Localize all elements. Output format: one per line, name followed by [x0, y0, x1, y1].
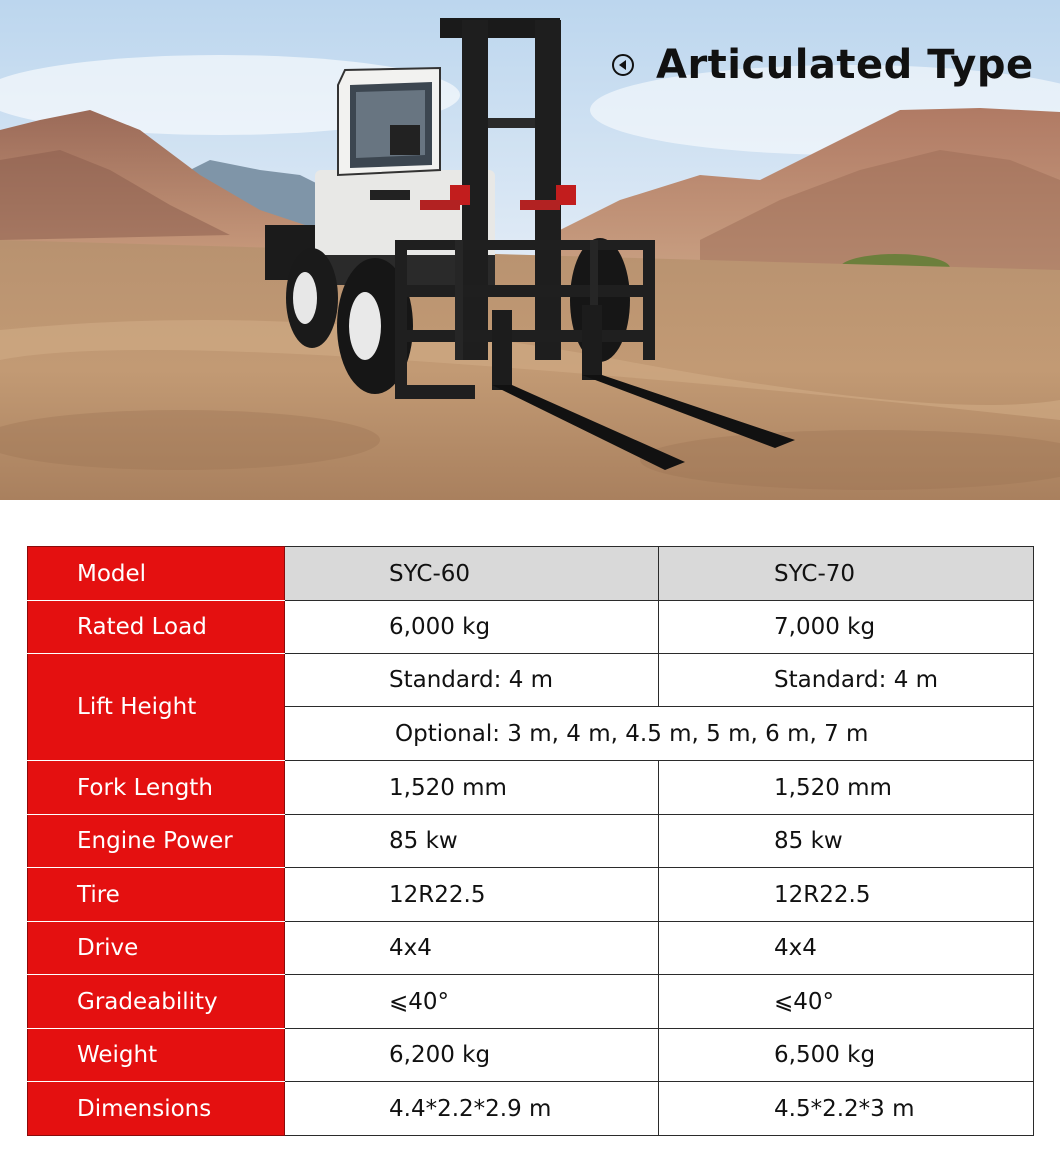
table-row — [28, 654, 1034, 707]
table-cell: Standard: 4 m — [285, 654, 659, 707]
table-row — [28, 815, 1034, 868]
table-cell: 4x4 — [285, 922, 659, 975]
table-cell: 4x4 — [659, 922, 1034, 975]
spec-table — [27, 546, 1034, 1136]
column-header-syc-60: SYC-60 — [285, 547, 659, 601]
row-label: Dimensions — [28, 1082, 285, 1136]
table-cell: 6,200 kg — [285, 1029, 659, 1082]
table-cell: 6,000 kg — [285, 601, 659, 654]
row-label: Tire — [28, 868, 285, 922]
table-row — [28, 761, 1034, 815]
table-cell: 85 kw — [285, 815, 659, 868]
table-cell: ⩽40° — [659, 975, 1034, 1029]
table-cell: 85 kw — [659, 815, 1034, 868]
table-row — [28, 1029, 1034, 1082]
table-row — [28, 601, 1034, 654]
table-row — [28, 975, 1034, 1029]
hero-image — [0, 0, 1060, 500]
heading-title: Articulated Type — [656, 42, 1034, 88]
row-label: Fork Length — [28, 761, 285, 815]
table-row — [28, 547, 1034, 601]
table-row — [28, 922, 1034, 975]
optional-lift-heights: Optional: 3 m, 4 m, 4.5 m, 5 m, 6 m, 7 m — [285, 707, 1034, 761]
table-cell: 1,520 mm — [659, 761, 1034, 815]
table-row — [28, 1082, 1034, 1136]
table-cell: 4.5*2.2*3 m — [659, 1082, 1034, 1136]
table-cell: Standard: 4 m — [659, 654, 1034, 707]
row-label: Lift Height — [28, 654, 285, 761]
table-cell: 12R22.5 — [659, 868, 1034, 922]
table-row — [28, 868, 1034, 922]
page-heading — [612, 40, 1034, 90]
row-label-model: Model — [28, 547, 285, 601]
column-header-syc-70: SYC-70 — [659, 547, 1034, 601]
row-label: Engine Power — [28, 815, 285, 868]
table-cell: ⩽40° — [285, 975, 659, 1029]
circle-arrow-left-icon — [612, 54, 634, 76]
table-cell: 4.4*2.2*2.9 m — [285, 1082, 659, 1136]
row-label: Weight — [28, 1029, 285, 1082]
table-cell: 12R22.5 — [285, 868, 659, 922]
row-label: Gradeability — [28, 975, 285, 1029]
row-label: Drive — [28, 922, 285, 975]
table-cell: 6,500 kg — [659, 1029, 1034, 1082]
row-label: Rated Load — [28, 601, 285, 654]
table-cell: 7,000 kg — [659, 601, 1034, 654]
table-cell: 1,520 mm — [285, 761, 659, 815]
